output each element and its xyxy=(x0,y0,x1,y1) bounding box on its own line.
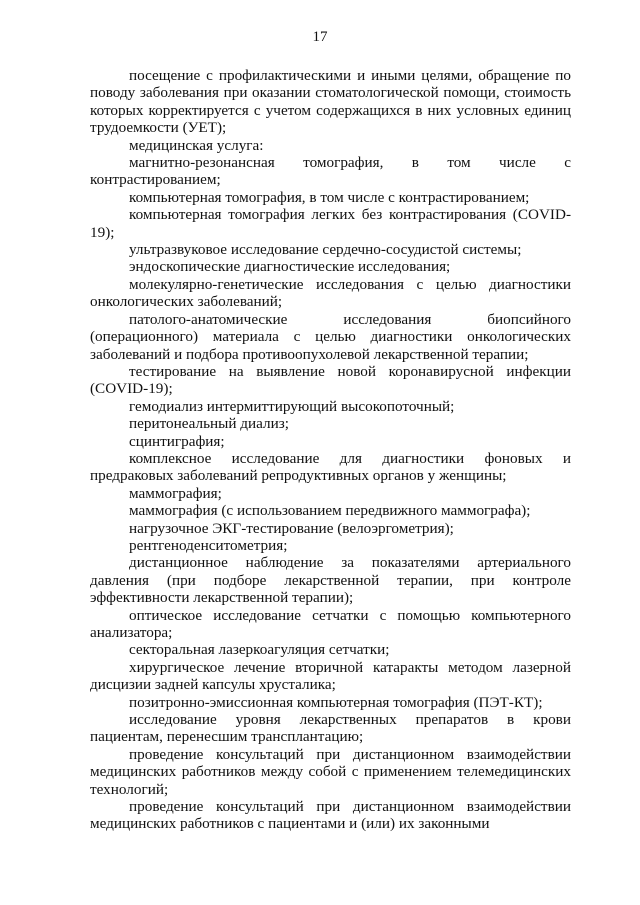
page-number: 17 xyxy=(312,29,328,45)
paragraph: медицинская услуга: xyxy=(129,136,264,154)
paragraph: гемодиализ интермиттирующий высокопоточный; xyxy=(129,397,455,415)
paragraph: молекулярно-генетические исследования с целью диагностики онкологических заболеваний; xyxy=(90,275,571,311)
paragraph: комплексное исследование для диагностики фоновых и предраковых заболеваний репродуктивных органов у женщины; xyxy=(90,449,571,485)
paragraph: нагрузочное ЭКГ-тестирование (велоэргометрия); xyxy=(129,519,454,537)
paragraph: оптическое исследование сетчатки с помощью компьютерного анализатора; xyxy=(90,606,571,641)
paragraph: тестирование на выявление новой коронавирусной инфекции (COVID-19); xyxy=(90,362,571,398)
paragraph: секторальная лазеркоагуляция сетчатки; xyxy=(129,641,390,659)
paragraph: исследование уровня лекарственных препаратов в крови пациентам, перенесшим трансплантацию; xyxy=(90,711,571,746)
document-body xyxy=(90,67,571,833)
paragraph: дистанционное наблюдение за показателями артериального давления (при подборе лекарственной терапии, при контроле эффективности лекарственной терапии); xyxy=(90,554,571,607)
paragraph: патолого-анатомические исследования биопсийного (операционного) материала с целью диагностики онкологических заболеваний и подбора противоопухолевой лекарственной терапии; xyxy=(90,310,571,363)
paragraph: ультразвуковое исследование сердечно-сосудистой системы; xyxy=(129,241,522,259)
paragraph: маммография; xyxy=(129,484,222,502)
paragraph: проведение консультаций при дистанционном взаимодействии медицинских работников с пациентами и (или) их законными xyxy=(90,798,571,833)
paragraph: маммография (с использованием передвижного маммографа); xyxy=(129,502,531,520)
paragraph: перитонеальный диализ; xyxy=(129,415,289,433)
paragraph: сцинтиграфия; xyxy=(129,432,225,450)
paragraph: магнитно-резонансная томография, в том числе с контрастированием; xyxy=(90,154,571,189)
paragraph: эндоскопические диагностические исследования; xyxy=(129,258,451,276)
paragraph: компьютерная томография легких без контрастирования (COVID-19); xyxy=(90,206,571,241)
paragraph: проведение консультаций при дистанционном взаимодействии медицинских работников между собой с применением телемедицинских технологий; xyxy=(90,745,571,798)
paragraph: компьютерная томография, в том числе с контрастированием; xyxy=(129,188,530,206)
paragraph: позитронно-эмиссионная компьютерная томография (ПЭТ-КТ); xyxy=(129,693,543,711)
paragraph: хирургическое лечение вторичной катаракты методом лазерной дисцизии задней капсулы хрусталика; xyxy=(90,658,571,694)
paragraph: рентгеноденситометрия; xyxy=(129,536,288,554)
paragraph: посещение с профилактическими и иными целями, обращение по поводу заболевания при оказании стоматологической помощи, стоимость которых корректируется с учетом содержащихся в них условных единиц трудоемкости (УЕТ); xyxy=(90,67,571,137)
